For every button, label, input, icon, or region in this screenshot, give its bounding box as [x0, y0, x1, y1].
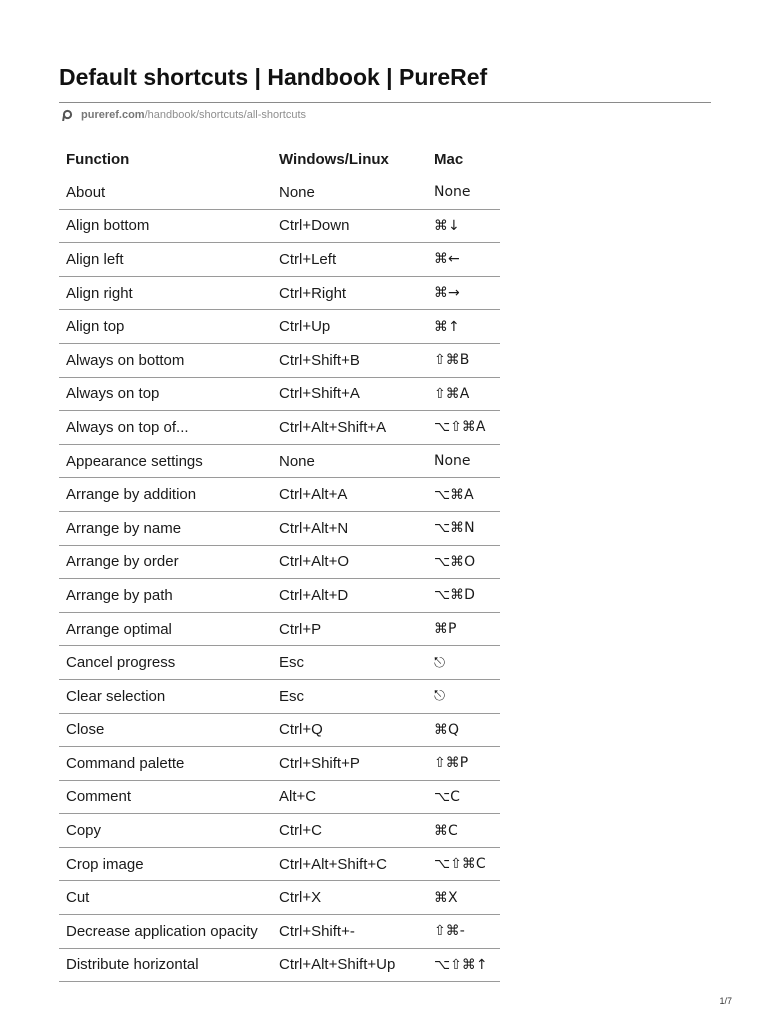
- table-row: [59, 478, 500, 512]
- windows-linux-shortcut-cell: None: [272, 176, 427, 209]
- mac-shortcut-cell: ⌘C: [427, 814, 500, 848]
- source-link[interactable]: [81, 109, 306, 121]
- mac-shortcut-cell: ⌥⇧⌘A: [427, 411, 500, 445]
- mac-shortcut-cell: ⌘Q: [427, 713, 500, 747]
- windows-linux-shortcut-cell: Esc: [272, 646, 427, 680]
- windows-linux-shortcut-cell: Ctrl+Alt+D: [272, 579, 427, 613]
- windows-linux-shortcut-cell: Ctrl+Alt+O: [272, 545, 427, 579]
- mac-shortcut-cell: ⌘↑: [427, 310, 500, 344]
- windows-linux-shortcut-cell: Ctrl+P: [272, 612, 427, 646]
- table-row: [59, 847, 500, 881]
- mac-shortcut-cell: ⌘P: [427, 612, 500, 646]
- windows-linux-shortcut-cell: Ctrl+Alt+N: [272, 511, 427, 545]
- table-row: [59, 915, 500, 949]
- shortcuts-table: [59, 143, 500, 982]
- table-row: [59, 646, 500, 680]
- windows-linux-shortcut-cell: Ctrl+Right: [272, 276, 427, 310]
- table-row: [59, 713, 500, 747]
- table-row: [59, 948, 500, 982]
- title-divider: [59, 102, 711, 103]
- function-cell: About: [59, 176, 272, 209]
- windows-linux-shortcut-cell: Ctrl+X: [272, 881, 427, 915]
- column-header-function: Function: [66, 151, 130, 168]
- windows-linux-shortcut-cell: Ctrl+Shift+P: [272, 747, 427, 781]
- table-row: [59, 881, 500, 915]
- windows-linux-shortcut-cell: Ctrl+Left: [272, 243, 427, 277]
- column-header-mac: Mac: [434, 151, 464, 168]
- mac-shortcut-cell: ⌥⇧⌘C: [427, 847, 500, 881]
- function-cell: Clear selection: [59, 679, 272, 713]
- table-row: [59, 343, 500, 377]
- function-cell: Arrange by order: [59, 545, 272, 579]
- function-cell: Close: [59, 713, 272, 747]
- mac-shortcut-cell: ⌥⌘O: [427, 545, 500, 579]
- function-cell: Decrease application opacity: [59, 915, 272, 949]
- table-row: [59, 176, 500, 209]
- table-row: [59, 814, 500, 848]
- mac-shortcut-cell: ⌥⌘D: [427, 579, 500, 613]
- function-cell: Distribute horizontal: [59, 948, 272, 982]
- function-cell: Align top: [59, 310, 272, 344]
- function-cell: Align left: [59, 243, 272, 277]
- windows-linux-shortcut-cell: Ctrl+Q: [272, 713, 427, 747]
- function-cell: Crop image: [59, 847, 272, 881]
- column-header-windows-linux: Windows/Linux: [279, 151, 389, 168]
- source-url: [61, 107, 306, 123]
- function-cell: Always on top: [59, 377, 272, 411]
- table-row: [59, 243, 500, 277]
- table-row: [59, 209, 500, 243]
- source-domain: pureref.com: [81, 109, 145, 121]
- pureref-logo-icon: [61, 109, 73, 121]
- source-path: /handbook/shortcuts/all-shortcuts: [144, 109, 306, 121]
- mac-shortcut-cell: ⌘↓: [427, 209, 500, 243]
- mac-shortcut-cell: ⇧⌘B: [427, 343, 500, 377]
- mac-shortcut-cell: ⌘←: [427, 243, 500, 277]
- windows-linux-shortcut-cell: Ctrl+Alt+Shift+C: [272, 847, 427, 881]
- function-cell: Cut: [59, 881, 272, 915]
- mac-shortcut-cell: ⌘X: [427, 881, 500, 915]
- function-cell: Cancel progress: [59, 646, 272, 680]
- function-cell: Arrange by path: [59, 579, 272, 613]
- mac-shortcut-cell: None: [427, 444, 500, 478]
- windows-linux-shortcut-cell: Esc: [272, 679, 427, 713]
- mac-shortcut-cell: None: [427, 176, 500, 209]
- function-cell: Align right: [59, 276, 272, 310]
- table-row: [59, 545, 500, 579]
- page-indicator: 1/7: [719, 996, 732, 1006]
- windows-linux-shortcut-cell: Ctrl+Alt+A: [272, 478, 427, 512]
- windows-linux-shortcut-cell: Ctrl+Shift+A: [272, 377, 427, 411]
- mac-shortcut-cell: ⌥⇧⌘↑: [427, 948, 500, 982]
- page-title: Default shortcuts | Handbook | PureRef: [59, 64, 488, 90]
- function-cell: Copy: [59, 814, 272, 848]
- table-row: [59, 377, 500, 411]
- function-cell: Command palette: [59, 747, 272, 781]
- table-row: [59, 276, 500, 310]
- windows-linux-shortcut-cell: Ctrl+Shift+B: [272, 343, 427, 377]
- table-row: [59, 612, 500, 646]
- function-cell: Appearance settings: [59, 444, 272, 478]
- function-cell: Always on bottom: [59, 343, 272, 377]
- windows-linux-shortcut-cell: Ctrl+C: [272, 814, 427, 848]
- windows-linux-shortcut-cell: Ctrl+Alt+Shift+A: [272, 411, 427, 445]
- table-row: [59, 579, 500, 613]
- mac-shortcut-cell: ⌥⌘N: [427, 511, 500, 545]
- mac-shortcut-cell: ⌘→: [427, 276, 500, 310]
- function-cell: Arrange by addition: [59, 478, 272, 512]
- table-row: [59, 747, 500, 781]
- function-cell: Align bottom: [59, 209, 272, 243]
- mac-shortcut-cell: ⌥C: [427, 780, 500, 814]
- function-cell: Comment: [59, 780, 272, 814]
- windows-linux-shortcut-cell: Alt+C: [272, 780, 427, 814]
- mac-shortcut-cell: ⌥⌘A: [427, 478, 500, 512]
- function-cell: Always on top of...: [59, 411, 272, 445]
- mac-shortcut-cell: ⇧⌘-: [427, 915, 500, 949]
- function-cell: Arrange by name: [59, 511, 272, 545]
- windows-linux-shortcut-cell: Ctrl+Shift+-: [272, 915, 427, 949]
- table-row: [59, 511, 500, 545]
- table-header-row: [59, 143, 500, 176]
- table-row: [59, 444, 500, 478]
- windows-linux-shortcut-cell: Ctrl+Up: [272, 310, 427, 344]
- table-row: [59, 411, 500, 445]
- table-row: [59, 679, 500, 713]
- table-row: [59, 310, 500, 344]
- mac-shortcut-cell: ⇧⌘P: [427, 747, 500, 781]
- mac-shortcut-cell: ⎋: [427, 646, 500, 680]
- mac-shortcut-cell: ⎋: [427, 679, 500, 713]
- table-row: [59, 780, 500, 814]
- function-cell: Arrange optimal: [59, 612, 272, 646]
- mac-shortcut-cell: ⇧⌘A: [427, 377, 500, 411]
- windows-linux-shortcut-cell: Ctrl+Down: [272, 209, 427, 243]
- windows-linux-shortcut-cell: None: [272, 444, 427, 478]
- windows-linux-shortcut-cell: Ctrl+Alt+Shift+Up: [272, 948, 427, 982]
